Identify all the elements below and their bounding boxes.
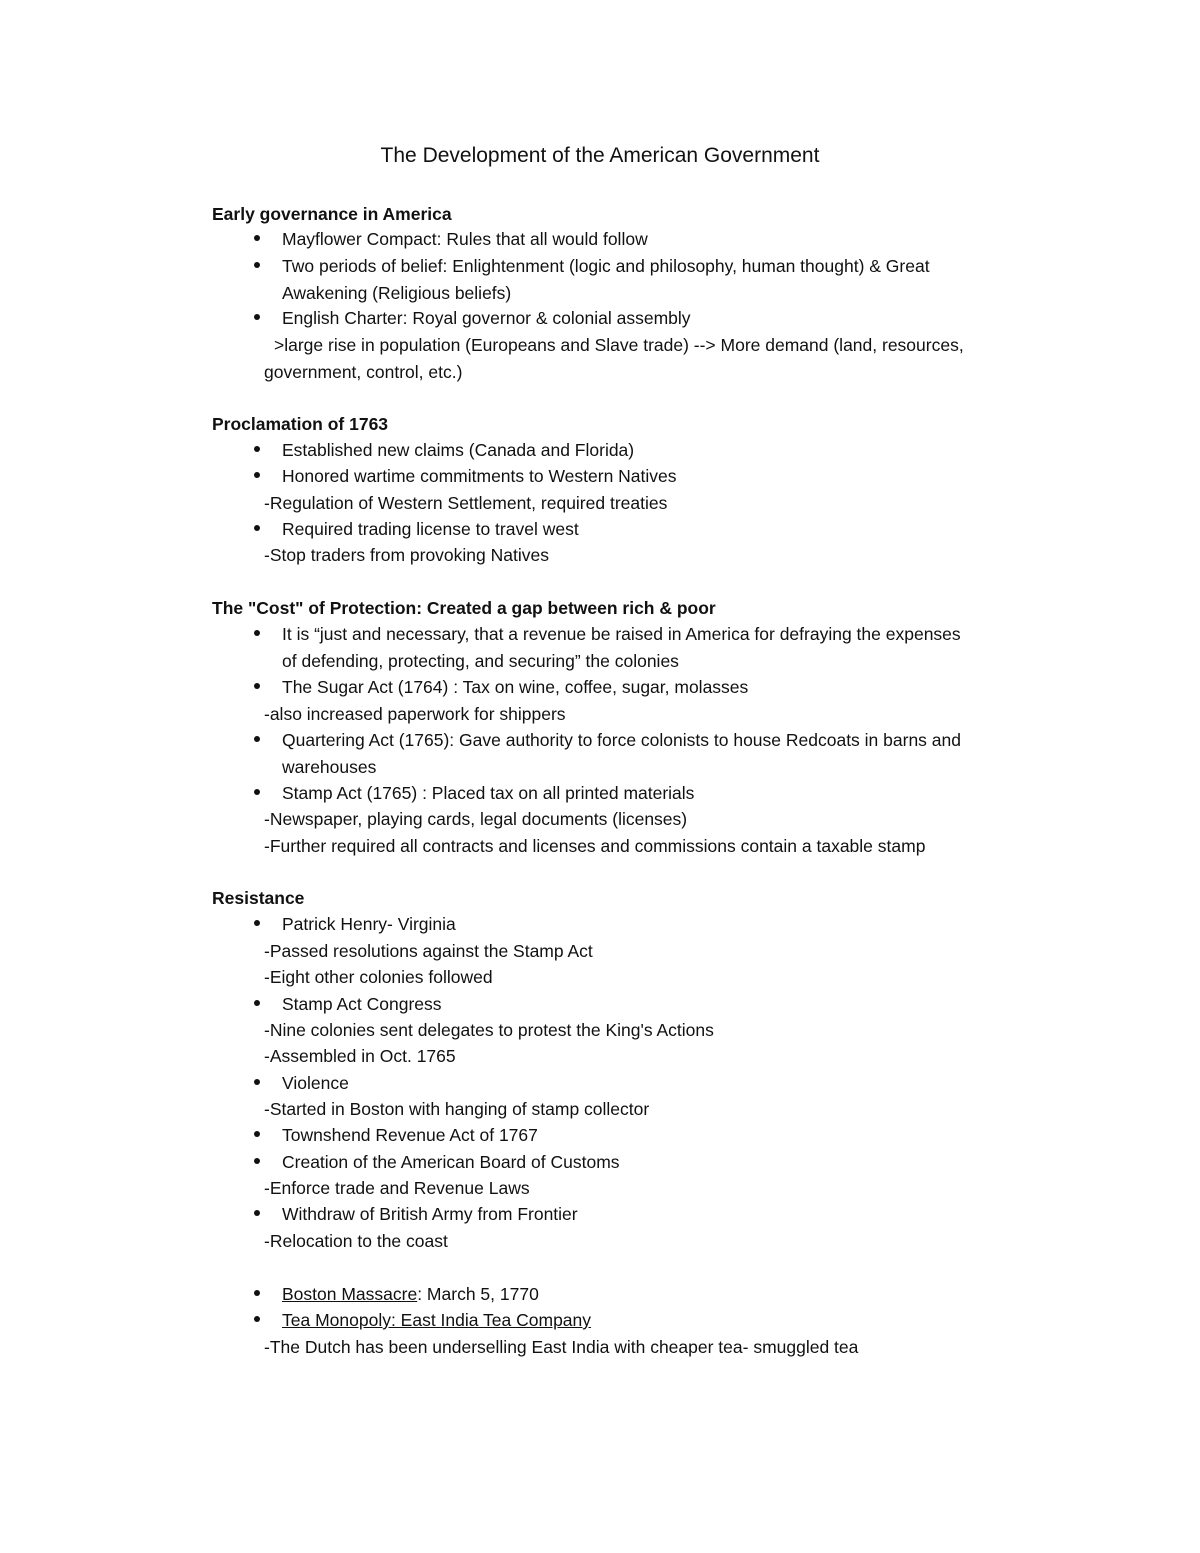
list-item: Honored wartime commitments to Western Natives xyxy=(282,466,677,486)
list-item: Stamp Act Congress xyxy=(282,994,442,1014)
note-line: -Newspaper, playing cards, legal documents (licenses) xyxy=(264,809,688,829)
list-item: Mayflower Compact: Rules that all would follow xyxy=(282,229,648,249)
list-item: Tea Monopoly: East India Tea Company xyxy=(282,1310,592,1330)
note-line: -Stop traders from provoking Natives xyxy=(264,545,549,565)
bullet-icon xyxy=(254,736,260,742)
note-line: -Passed resolutions against the Stamp Act xyxy=(264,941,593,961)
bullet-icon xyxy=(254,1079,260,1085)
note-line: -Nine colonies sent delegates to protest the King's Actions xyxy=(264,1020,714,1040)
underlined-term: Boston Massacre xyxy=(282,1284,418,1304)
bullet-icon xyxy=(254,1000,260,1006)
list-item: Townshend Revenue Act of 1767 xyxy=(282,1125,538,1145)
list-item-continuation: of defending, protecting, and securing” the colonies xyxy=(282,651,679,671)
note-line: -Enforce trade and Revenue Laws xyxy=(264,1178,530,1198)
section-heading-resistance: Resistance xyxy=(212,888,305,908)
list-item: Patrick Henry- Virginia xyxy=(282,914,456,934)
list-item: The Sugar Act (1764) : Tax on wine, coffee, sugar, molasses xyxy=(282,677,749,697)
bullet-icon xyxy=(254,472,260,478)
bullet-icon xyxy=(254,630,260,636)
list-item: Withdraw of British Army from Frontier xyxy=(282,1204,578,1224)
section-heading-cost-of-protection: The "Cost" of Protection: Created a gap between rich & poor xyxy=(212,598,716,618)
note-line: -The Dutch has been underselling East India with cheaper tea- smuggled tea xyxy=(264,1337,859,1357)
list-item-detail: : March 5, 1770 xyxy=(417,1284,539,1304)
list-item: Stamp Act (1765) : Placed tax on all printed materials xyxy=(282,783,695,803)
bullet-icon xyxy=(254,683,260,689)
bullet-icon xyxy=(254,1210,260,1216)
list-item: English Charter: Royal governor & colonial assembly xyxy=(282,308,691,328)
bullet-icon xyxy=(254,1131,260,1137)
note-line: >large rise in population (Europeans and Slave trade) --> More demand (land, resources, xyxy=(274,335,964,355)
list-item: It is “just and necessary, that a revenue be raised in America for defraying the expenses xyxy=(282,624,961,644)
list-item-continuation: Awakening (Religious beliefs) xyxy=(282,283,512,303)
bullet-icon xyxy=(254,446,260,452)
note-line: -Eight other colonies followed xyxy=(264,967,493,987)
bullet-icon xyxy=(254,920,260,926)
note-line-continuation: government, control, etc.) xyxy=(264,362,463,382)
list-item: Violence xyxy=(282,1073,349,1093)
list-item: Required trading license to travel west xyxy=(282,519,579,539)
note-line: -Further required all contracts and licenses and commissions contain a taxable stamp xyxy=(264,836,926,856)
document-title: The Development of the American Government xyxy=(380,144,820,167)
note-line: -Relocation to the coast xyxy=(264,1231,448,1251)
note-line: -Assembled in Oct. 1765 xyxy=(264,1046,456,1066)
section-heading-proclamation: Proclamation of 1763 xyxy=(212,414,389,434)
note-line: -Started in Boston with hanging of stamp collector xyxy=(264,1099,650,1119)
bullet-icon xyxy=(254,1158,260,1164)
bullet-icon xyxy=(254,235,260,241)
bullet-icon xyxy=(254,789,260,795)
bullet-icon xyxy=(254,525,260,531)
bullet-icon xyxy=(254,1290,260,1296)
note-line: -also increased paperwork for shippers xyxy=(264,704,566,724)
section-heading-early-governance: Early governance in America xyxy=(212,204,452,224)
list-item: Established new claims (Canada and Florida) xyxy=(282,440,635,460)
list-item: Quartering Act (1765): Gave authority to force colonists to house Redcoats in barns and xyxy=(282,730,961,750)
list-item-continuation: warehouses xyxy=(282,757,377,777)
list-item: Two periods of belief: Enlightenment (logic and philosophy, human thought) & Great xyxy=(282,256,930,276)
bullet-icon xyxy=(254,314,260,320)
note-line: -Regulation of Western Settlement, required treaties xyxy=(264,493,668,513)
list-item: Creation of the American Board of Customs xyxy=(282,1152,620,1172)
bullet-icon xyxy=(254,262,260,268)
bullet-icon xyxy=(254,1316,260,1322)
list-item xyxy=(282,1283,539,1305)
